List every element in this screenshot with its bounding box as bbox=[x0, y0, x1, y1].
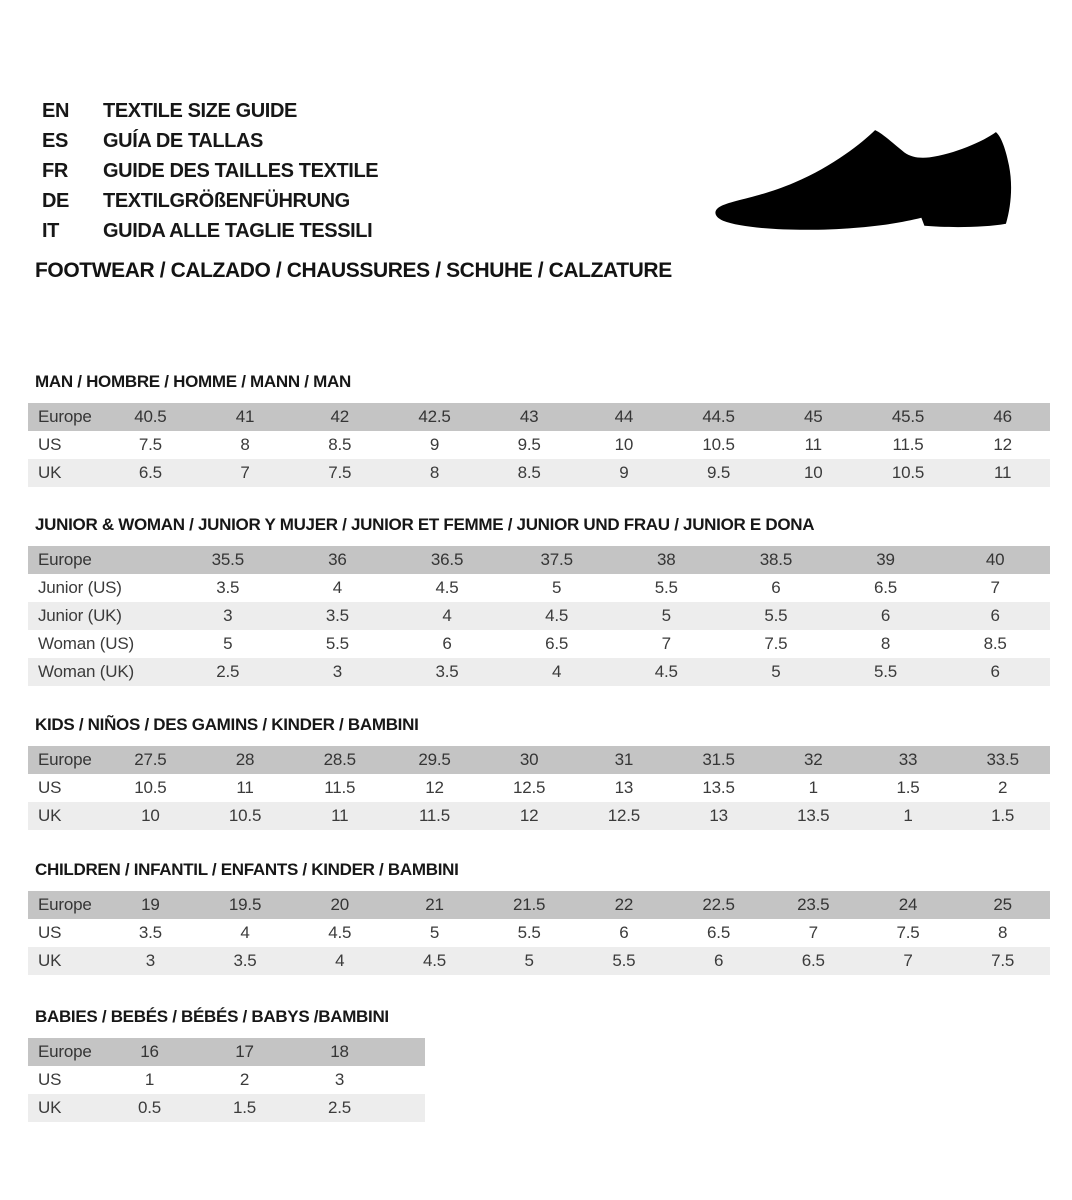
size-cell: 17 bbox=[235, 1042, 254, 1061]
size-cell: 3 bbox=[334, 1070, 345, 1089]
size-cell: 40 bbox=[985, 550, 1005, 569]
size-cell: 6 bbox=[713, 951, 724, 970]
size-cell: 19.5 bbox=[228, 895, 262, 914]
size-cell: 8 bbox=[998, 923, 1008, 942]
size-cell: 21 bbox=[425, 895, 444, 914]
size-cell: 7 bbox=[240, 463, 250, 482]
row-label: UK bbox=[38, 806, 62, 825]
size-cell: 5.5 bbox=[517, 923, 541, 942]
size-cell: 8 bbox=[240, 435, 250, 454]
table-row bbox=[28, 891, 1050, 919]
size-cell: 32 bbox=[804, 750, 823, 769]
size-table-junior-woman bbox=[28, 546, 1050, 686]
table-row bbox=[28, 1038, 425, 1066]
section-kids bbox=[28, 714, 1050, 830]
size-table-children bbox=[28, 891, 1050, 975]
size-cell: 4.5 bbox=[328, 923, 352, 942]
size-cell: 12 bbox=[993, 435, 1012, 454]
size-cell: 12.5 bbox=[607, 806, 641, 825]
size-cell: 3 bbox=[223, 606, 233, 625]
table-row bbox=[28, 546, 1050, 574]
row-label: Europe bbox=[38, 407, 92, 426]
size-cell: 5 bbox=[552, 578, 562, 597]
size-cell: 11 bbox=[236, 778, 254, 797]
size-cell: 3.5 bbox=[435, 662, 459, 681]
section-title: MAN / HOMBRE / HOMME / MANN / MAN bbox=[35, 372, 351, 391]
section-junior-woman bbox=[28, 514, 1050, 686]
size-cell: 13.5 bbox=[702, 778, 735, 797]
size-cell: 38 bbox=[657, 550, 676, 569]
table-row bbox=[28, 802, 1050, 830]
size-cell: 5.5 bbox=[654, 578, 678, 597]
size-cell: 11.5 bbox=[324, 778, 356, 797]
size-cell: 42.5 bbox=[418, 407, 451, 426]
row-label: Junior (US) bbox=[38, 578, 122, 597]
size-cell: 7 bbox=[903, 951, 913, 970]
lang-code: IT bbox=[42, 219, 59, 242]
section-title: CHILDREN / INFANTIL / ENFANTS / KINDER / BAMBINI bbox=[35, 860, 459, 879]
size-cell: 3 bbox=[145, 951, 155, 970]
lang-code: EN bbox=[42, 99, 69, 122]
size-cell: 1.5 bbox=[991, 806, 1015, 825]
size-cell: 13.5 bbox=[797, 806, 830, 825]
size-cell: 10.5 bbox=[702, 435, 735, 454]
row-label: Europe bbox=[38, 1042, 92, 1061]
size-cell: 5 bbox=[223, 634, 233, 653]
table-row bbox=[28, 947, 1050, 975]
lang-row-es bbox=[42, 126, 378, 156]
size-cell: 6.5 bbox=[545, 634, 569, 653]
size-cell: 4 bbox=[552, 662, 562, 681]
section-title: KIDS / NIÑOS / DES GAMINS / KINDER / BAMBINI bbox=[35, 715, 419, 734]
size-cell: 5.5 bbox=[874, 662, 898, 681]
size-cell: 5 bbox=[661, 606, 671, 625]
size-cell: 11.5 bbox=[892, 435, 924, 454]
size-cell: 46 bbox=[993, 407, 1012, 426]
size-cell: 13 bbox=[614, 778, 634, 797]
size-cell: 44.5 bbox=[702, 407, 735, 426]
size-cell: 12 bbox=[519, 806, 539, 825]
size-cell: 6.5 bbox=[138, 463, 162, 482]
table-row bbox=[28, 459, 1050, 487]
size-cell: 27.5 bbox=[134, 750, 167, 769]
size-cell: 42 bbox=[330, 407, 350, 426]
table-row bbox=[28, 746, 1050, 774]
size-cell: 7 bbox=[661, 634, 671, 653]
size-cell: 10.5 bbox=[228, 806, 262, 825]
row-label: US bbox=[38, 778, 62, 797]
table-row bbox=[28, 403, 1050, 431]
size-cell: 9 bbox=[429, 435, 440, 454]
size-cell: 1.5 bbox=[896, 778, 920, 797]
size-cell: 11 bbox=[994, 463, 1012, 482]
size-cell: 20 bbox=[330, 895, 350, 914]
size-cell: 7.5 bbox=[328, 463, 352, 482]
size-cell: 5.5 bbox=[764, 606, 788, 625]
row-label: US bbox=[38, 923, 62, 942]
size-cell: 5 bbox=[771, 662, 781, 681]
size-cell: 2.5 bbox=[327, 1098, 352, 1117]
size-cell: 8.5 bbox=[983, 634, 1007, 653]
size-cell: 28 bbox=[235, 750, 255, 769]
size-cell: 6 bbox=[990, 606, 1000, 625]
row-label: Woman (US) bbox=[38, 634, 134, 653]
size-cell: 8.5 bbox=[517, 463, 541, 482]
section-title: JUNIOR & WOMAN / JUNIOR Y MUJER / JUNIOR ET FEMME / JUNIOR UND FRAU / JUNIOR E DONA bbox=[35, 515, 815, 534]
table-row bbox=[28, 658, 1050, 686]
size-cell: 6.5 bbox=[874, 578, 898, 597]
lang-code: DE bbox=[42, 189, 69, 212]
size-cell: 36.5 bbox=[430, 550, 464, 569]
size-cell: 12.5 bbox=[513, 778, 546, 797]
size-cell: 16 bbox=[140, 1042, 159, 1061]
table-row bbox=[28, 630, 1050, 658]
size-cell: 7 bbox=[808, 923, 818, 942]
row-label: Europe bbox=[38, 895, 92, 914]
size-cell: 33.5 bbox=[986, 750, 1019, 769]
table-row bbox=[28, 1066, 425, 1094]
size-cell: 30 bbox=[519, 750, 539, 769]
row-label: UK bbox=[38, 951, 62, 970]
size-cell: 6 bbox=[990, 662, 1000, 681]
size-cell: 29.5 bbox=[418, 750, 451, 769]
size-cell: 24 bbox=[898, 895, 918, 914]
size-cell: 13 bbox=[709, 806, 728, 825]
section-babies bbox=[28, 1006, 1050, 1122]
size-cell: 7.5 bbox=[138, 435, 162, 454]
size-cell: 6 bbox=[619, 923, 629, 942]
size-cell: 45.5 bbox=[891, 407, 925, 426]
size-cell: 33 bbox=[898, 750, 918, 769]
size-cell: 8 bbox=[880, 634, 891, 653]
size-cell: 4.5 bbox=[545, 606, 569, 625]
size-cell: 5.5 bbox=[325, 634, 349, 653]
size-cell: 6.5 bbox=[801, 951, 825, 970]
size-cell: 0.5 bbox=[137, 1098, 162, 1117]
size-cell: 11 bbox=[804, 435, 822, 454]
row-label: UK bbox=[38, 1098, 62, 1117]
size-cell: 3.5 bbox=[325, 606, 349, 625]
section-children bbox=[28, 859, 1050, 975]
size-cell: 2.5 bbox=[216, 662, 240, 681]
size-cell: 5 bbox=[429, 923, 440, 942]
size-cell: 28.5 bbox=[323, 750, 356, 769]
lang-row-de bbox=[42, 186, 378, 216]
size-cell: 4 bbox=[240, 923, 250, 942]
lang-code: FR bbox=[42, 159, 68, 182]
size-cell: 2 bbox=[239, 1070, 250, 1089]
language-header bbox=[42, 96, 378, 246]
lang-label: TEXTILGRÖßENFÜHRUNG bbox=[103, 189, 350, 212]
size-tables bbox=[28, 371, 1050, 1122]
table-row bbox=[28, 602, 1050, 630]
size-cell: 41 bbox=[235, 407, 255, 426]
size-cell: 4.5 bbox=[654, 662, 678, 681]
row-label: US bbox=[38, 1070, 62, 1089]
row-label: UK bbox=[38, 463, 62, 482]
size-cell: 3.5 bbox=[233, 951, 257, 970]
lang-label: TEXTILE SIZE GUIDE bbox=[103, 99, 297, 122]
lang-label: GUÍA DE TALLAS bbox=[103, 129, 263, 152]
row-label: Europe bbox=[38, 550, 92, 569]
size-cell: 10.5 bbox=[134, 778, 167, 797]
size-cell: 12 bbox=[425, 778, 444, 797]
size-cell: 39 bbox=[876, 550, 895, 569]
lang-label: GUIDE DES TAILLES TEXTILE bbox=[103, 159, 379, 182]
size-cell: 37.5 bbox=[540, 550, 573, 569]
table-row bbox=[28, 574, 1050, 602]
lang-code: ES bbox=[42, 129, 68, 152]
table-row bbox=[28, 919, 1050, 947]
size-cell: 1.5 bbox=[232, 1098, 257, 1117]
size-cell: 10 bbox=[614, 435, 634, 454]
size-cell: 5.5 bbox=[612, 951, 636, 970]
size-cell: 5 bbox=[524, 951, 534, 970]
size-cell: 10 bbox=[141, 806, 160, 825]
size-cell: 31.5 bbox=[702, 750, 735, 769]
size-cell: 21.5 bbox=[513, 895, 546, 914]
section-title: BABIES / BEBÉS / BÉBÉS / BABYS /BAMBINI bbox=[35, 1007, 389, 1026]
size-table-kids bbox=[28, 746, 1050, 830]
table-row bbox=[28, 774, 1050, 802]
size-cell: 1 bbox=[808, 778, 818, 797]
size-cell: 40.5 bbox=[134, 407, 167, 426]
size-cell: 45 bbox=[804, 407, 823, 426]
size-cell: 6 bbox=[442, 634, 452, 653]
size-cell: 44 bbox=[614, 407, 634, 426]
shoe-icon bbox=[714, 127, 1016, 233]
lang-row-fr bbox=[42, 156, 378, 186]
size-cell: 3.5 bbox=[216, 578, 240, 597]
size-cell: 11.5 bbox=[418, 806, 450, 825]
size-cell: 31 bbox=[614, 750, 634, 769]
table-row bbox=[28, 1094, 425, 1122]
size-cell: 38.5 bbox=[759, 550, 793, 569]
size-cell: 4 bbox=[332, 578, 343, 597]
lang-label: GUIDA ALLE TAGLIE TESSILI bbox=[103, 219, 373, 242]
size-cell: 35.5 bbox=[211, 550, 244, 569]
size-cell: 6 bbox=[880, 606, 891, 625]
size-cell: 4 bbox=[335, 951, 345, 970]
size-cell: 22.5 bbox=[702, 895, 735, 914]
size-cell: 8 bbox=[429, 463, 440, 482]
size-cell: 43 bbox=[519, 407, 539, 426]
size-cell: 7.5 bbox=[764, 634, 788, 653]
size-cell: 8.5 bbox=[328, 435, 352, 454]
size-cell: 10.5 bbox=[891, 463, 925, 482]
size-cell: 3.5 bbox=[138, 923, 162, 942]
lang-row-it bbox=[42, 216, 378, 246]
size-cell: 7.5 bbox=[896, 923, 920, 942]
size-cell: 9.5 bbox=[517, 435, 541, 454]
size-table-babies bbox=[28, 1038, 425, 1122]
size-cell: 18 bbox=[330, 1042, 349, 1061]
row-label: Woman (UK) bbox=[38, 662, 134, 681]
size-table-man bbox=[28, 403, 1050, 487]
lang-row-en bbox=[42, 96, 378, 126]
size-cell: 7.5 bbox=[991, 951, 1015, 970]
size-cell: 19 bbox=[141, 895, 160, 914]
size-cell: 6 bbox=[771, 578, 781, 597]
size-cell: 10 bbox=[804, 463, 823, 482]
size-cell: 22 bbox=[614, 895, 634, 914]
row-label: Junior (UK) bbox=[38, 606, 122, 625]
size-cell: 4.5 bbox=[422, 951, 446, 970]
size-cell: 6.5 bbox=[707, 923, 731, 942]
size-cell: 4.5 bbox=[435, 578, 459, 597]
row-label: US bbox=[38, 435, 62, 454]
section-man bbox=[28, 371, 1050, 487]
size-cell: 25 bbox=[993, 895, 1012, 914]
size-cell: 1 bbox=[903, 806, 913, 825]
size-cell: 9 bbox=[619, 463, 629, 482]
table-row bbox=[28, 431, 1050, 459]
size-cell: 4 bbox=[442, 606, 452, 625]
size-cell: 11 bbox=[331, 806, 349, 825]
category-title: FOOTWEAR / CALZADO / CHAUSSURES / SCHUHE / CALZATURE bbox=[35, 259, 672, 282]
size-cell: 7 bbox=[990, 578, 1000, 597]
row-label: Europe bbox=[38, 750, 92, 769]
size-cell: 36 bbox=[328, 550, 347, 569]
size-cell: 1 bbox=[144, 1070, 155, 1089]
size-cell: 2 bbox=[998, 778, 1008, 797]
size-cell: 9.5 bbox=[707, 463, 731, 482]
size-cell: 3 bbox=[332, 662, 343, 681]
size-cell: 23.5 bbox=[797, 895, 830, 914]
